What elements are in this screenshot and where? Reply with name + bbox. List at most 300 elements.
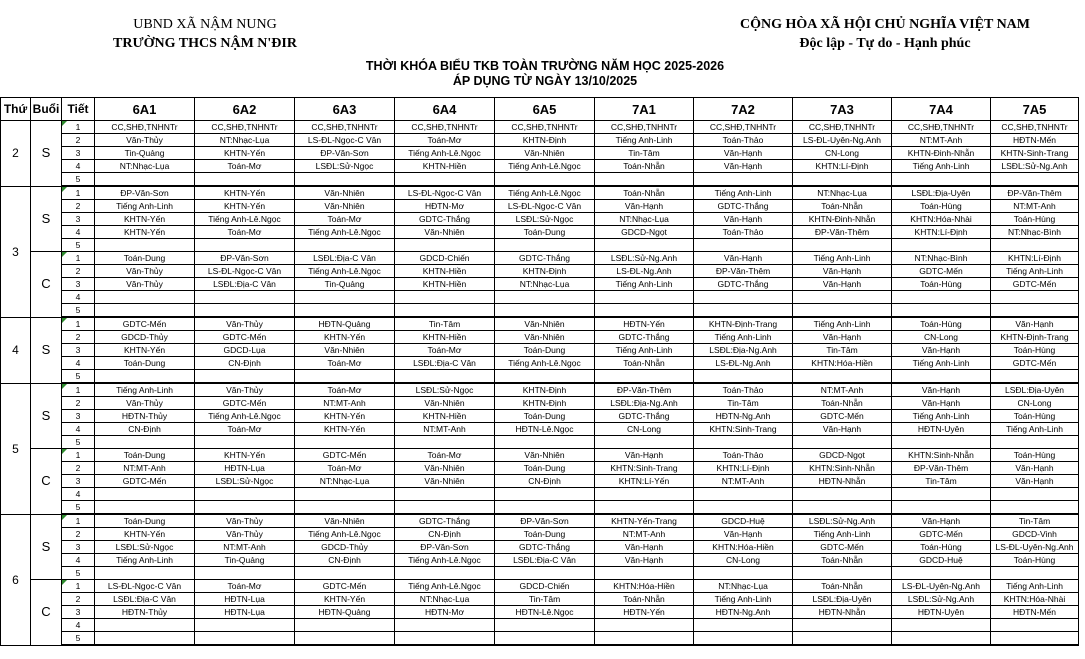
lesson-cell: LSĐL:Sử-Ngọc — [395, 383, 495, 397]
lesson-cell: KHTN:Sinh-Nhẫn — [793, 462, 892, 475]
lesson-cell — [892, 619, 991, 632]
lesson-cell: NT:Nhạc-Bình — [892, 252, 991, 265]
lesson-cell: Văn-Nhiên — [295, 186, 395, 200]
lesson-cell — [95, 173, 195, 187]
lesson-cell: NT:Nhạc-Lụa — [694, 580, 793, 593]
lesson-cell — [295, 436, 395, 449]
period-number-cell: 3 — [62, 213, 95, 226]
lesson-cell: Toán-Hùng — [991, 449, 1079, 462]
lesson-cell: Tiếng Anh-Linh — [991, 265, 1079, 278]
lesson-cell: KHTN-Yến — [295, 593, 395, 606]
lesson-cell: HĐTN-Nhẫn — [793, 606, 892, 619]
lesson-cell — [793, 619, 892, 632]
lesson-cell: LS-ĐL-Ng.Anh — [694, 357, 793, 370]
lesson-cell: Tiếng Anh-Lê.Ngọc — [495, 186, 595, 200]
lesson-cell: Tiếng Anh-Linh — [95, 383, 195, 397]
lesson-cell: Văn-Thủy — [195, 317, 295, 331]
lesson-cell: HĐTN-Uyên — [892, 423, 991, 436]
lesson-cell: Văn-Hạnh — [793, 278, 892, 291]
lesson-cell: KHTN:Sinh-Trang — [595, 462, 694, 475]
lesson-cell: HĐTN-Nhẫn — [793, 475, 892, 488]
lesson-cell: KHTN-Hiền — [395, 278, 495, 291]
lesson-cell: HĐTN-Lụa — [195, 593, 295, 606]
lesson-cell — [694, 239, 793, 252]
session-cell: C — [31, 449, 62, 515]
lesson-cell: NT:Nhạc-Lụa — [495, 278, 595, 291]
col-header-class: 6A1 — [95, 98, 195, 121]
lesson-cell — [395, 632, 495, 646]
lesson-cell: Tiếng Anh-Linh — [793, 252, 892, 265]
lesson-cell: KHTN-Đinh-Nhẫn — [892, 147, 991, 160]
lesson-cell: GDCD-Thủy — [95, 331, 195, 344]
lesson-cell — [892, 173, 991, 187]
lesson-cell: LSĐL:Địa-Ng.Anh — [694, 344, 793, 357]
lesson-cell: KHTN-Yến — [295, 410, 395, 423]
lesson-cell: KHTN-Hiền — [395, 160, 495, 173]
lesson-cell: Tin-Tâm — [595, 147, 694, 160]
lesson-cell: LSĐL:Sử-Ng.Anh — [793, 514, 892, 528]
lesson-cell: GDCD-Chiến — [395, 252, 495, 265]
lesson-cell: GDTC-Thắng — [495, 541, 595, 554]
lesson-cell — [395, 436, 495, 449]
school-authority: UBND XÃ NẬM NUNG — [133, 17, 277, 32]
lesson-cell: Toán-Nhẫn — [793, 397, 892, 410]
lesson-cell: Văn-Hạnh — [694, 147, 793, 160]
lesson-cell — [991, 239, 1079, 252]
lesson-cell: Văn-Nhiên — [495, 317, 595, 331]
lesson-cell — [892, 436, 991, 449]
period-number-cell: 2 — [62, 200, 95, 213]
lesson-cell: NT:MT-Anh — [295, 397, 395, 410]
lesson-cell: KHTN-Yến — [195, 186, 295, 200]
table-row — [1, 462, 1079, 475]
table-row — [1, 475, 1079, 488]
lesson-cell — [595, 619, 694, 632]
day-cell: 6 — [1, 514, 31, 645]
lesson-cell: Văn-Nhiên — [495, 331, 595, 344]
lesson-cell: LS-ĐL-Uyên-Ng.Anh — [892, 580, 991, 593]
lesson-cell — [95, 619, 195, 632]
lesson-cell: GDTC-Thắng — [495, 252, 595, 265]
lesson-cell: Toán-Dung — [95, 357, 195, 370]
lesson-cell — [195, 173, 295, 187]
lesson-cell: NT:Nhạc-Lụa — [295, 475, 395, 488]
lesson-cell: Tiếng Anh-Linh — [595, 344, 694, 357]
lesson-cell: NT:Nhạc-Lụa — [95, 160, 195, 173]
lesson-cell — [295, 370, 395, 384]
lesson-cell: Tiếng Anh-Linh — [694, 593, 793, 606]
lesson-cell — [694, 291, 793, 304]
lesson-cell: Văn-Hạnh — [991, 317, 1079, 331]
lesson-cell — [95, 239, 195, 252]
lesson-cell — [991, 304, 1079, 318]
lesson-cell: LSĐL:Sử-Ngọc — [195, 475, 295, 488]
lesson-cell: GDTC-Thắng — [694, 200, 793, 213]
period-number-cell: 3 — [62, 606, 95, 619]
lesson-cell — [195, 370, 295, 384]
lesson-cell: Toán-Nhẫn — [595, 186, 694, 200]
period-number-cell: 1 — [62, 449, 95, 462]
lesson-cell — [495, 632, 595, 646]
period-number-cell: 2 — [62, 134, 95, 147]
lesson-cell — [295, 488, 395, 501]
period-number-cell: 4 — [62, 226, 95, 239]
lesson-cell: GDCD-Huệ — [694, 514, 793, 528]
lesson-cell: Toán-Nhẫn — [793, 200, 892, 213]
lesson-cell: Tiếng Anh-Lê.Ngọc — [295, 226, 395, 239]
lesson-cell: Văn-Hạnh — [892, 383, 991, 397]
lesson-cell: KHTN:Lí-Định — [991, 252, 1079, 265]
period-number-cell: 3 — [62, 344, 95, 357]
lesson-cell — [892, 304, 991, 318]
lesson-cell: LSĐL:Sử-Ng.Anh — [892, 593, 991, 606]
lesson-cell: HĐTN-Lụa — [195, 606, 295, 619]
lesson-cell — [991, 488, 1079, 501]
lesson-cell: KHTN-Yến — [295, 331, 395, 344]
table-row — [1, 593, 1079, 606]
lesson-cell — [892, 501, 991, 515]
lesson-cell: Tiếng Anh-Linh — [991, 423, 1079, 436]
lesson-cell — [793, 488, 892, 501]
lesson-cell — [991, 501, 1079, 515]
lesson-cell: GDTC-Mến — [793, 410, 892, 423]
lesson-cell: NT:MT-Anh — [595, 528, 694, 541]
lesson-cell: LS-ĐL-Ngọc-C Vân — [195, 265, 295, 278]
table-row — [1, 357, 1079, 370]
period-number-cell: 5 — [62, 501, 95, 515]
timetable-body — [1, 121, 1079, 646]
lesson-cell: KHTN-Định — [495, 397, 595, 410]
lesson-cell: CC,SHĐ,TNHNTr — [495, 121, 595, 134]
lesson-cell: ĐP-Văn-Thêm — [694, 265, 793, 278]
lesson-cell: GDTC-Mến — [195, 331, 295, 344]
lesson-cell: LSĐL:Sử-Ngọc — [495, 213, 595, 226]
lesson-cell — [892, 239, 991, 252]
lesson-cell: Toán-Nhẫn — [793, 580, 892, 593]
lesson-cell: ĐP-Văn-Sơn — [195, 252, 295, 265]
lesson-cell: Toán-Hùng — [892, 541, 991, 554]
day-cell: 5 — [1, 383, 31, 514]
lesson-cell: KHTN:Hóa-Hiền — [595, 580, 694, 593]
lesson-cell — [495, 291, 595, 304]
lesson-cell: GDCD-Ngọt — [595, 226, 694, 239]
lesson-cell: Văn-Nhiên — [495, 147, 595, 160]
lesson-cell: Toán-Mơ — [195, 423, 295, 436]
day-cell: 3 — [1, 186, 31, 317]
lesson-cell — [595, 370, 694, 384]
lesson-cell: CN-Định — [295, 554, 395, 567]
lesson-cell — [95, 304, 195, 318]
lesson-cell — [395, 619, 495, 632]
lesson-cell: NT:MT-Anh — [892, 134, 991, 147]
lesson-cell — [892, 632, 991, 646]
lesson-cell: CN-Long — [694, 554, 793, 567]
lesson-cell: KHTN:Sinh-Nhẫn — [892, 449, 991, 462]
lesson-cell — [595, 488, 694, 501]
lesson-cell: Tiếng Anh-Lê.Ngọc — [195, 213, 295, 226]
lesson-cell — [694, 567, 793, 580]
session-cell: S — [31, 383, 62, 449]
lesson-cell: NT:MT-Anh — [95, 462, 195, 475]
lesson-cell: Toán-Mơ — [195, 160, 295, 173]
lesson-cell: HĐTN-Yến — [595, 317, 694, 331]
lesson-cell: GDCD-Ngọt — [793, 449, 892, 462]
lesson-cell — [95, 436, 195, 449]
lesson-cell — [595, 239, 694, 252]
lesson-cell: KHTN-Sinh-Trang — [991, 147, 1079, 160]
lesson-cell — [395, 370, 495, 384]
lesson-cell: Toán-Nhẫn — [793, 554, 892, 567]
lesson-cell — [892, 370, 991, 384]
lesson-cell: GDTC-Mến — [95, 475, 195, 488]
lesson-cell: HĐTN-Ng.Anh — [694, 410, 793, 423]
lesson-cell: Tin-Tâm — [793, 344, 892, 357]
period-number-cell: 4 — [62, 291, 95, 304]
lesson-cell: Toán-Mơ — [395, 449, 495, 462]
lesson-cell: Tiếng Anh-Lê.Ngọc — [495, 357, 595, 370]
lesson-cell: Văn-Nhiên — [395, 462, 495, 475]
lesson-cell: Văn-Hạnh — [595, 200, 694, 213]
lesson-cell: GDTC-Mến — [892, 528, 991, 541]
table-row — [1, 528, 1079, 541]
period-number-cell: 2 — [62, 593, 95, 606]
lesson-cell: Văn-Hạnh — [892, 514, 991, 528]
lesson-cell: HĐTN-Quảng — [295, 317, 395, 331]
table-row — [1, 278, 1079, 291]
lesson-cell: Toán-Thảo — [694, 134, 793, 147]
period-number-cell: 5 — [62, 239, 95, 252]
lesson-cell — [694, 436, 793, 449]
lesson-cell: Văn-Nhiên — [395, 475, 495, 488]
table-row — [1, 304, 1079, 318]
lesson-cell: Văn-Hạnh — [892, 397, 991, 410]
table-row — [1, 397, 1079, 410]
lesson-cell: Toán-Mơ — [195, 580, 295, 593]
lesson-cell: Văn-Nhiên — [295, 200, 395, 213]
lesson-cell: Tin-Tâm — [495, 593, 595, 606]
period-number-cell: 4 — [62, 357, 95, 370]
lesson-cell: CC,SHĐ,TNHNTr — [395, 121, 495, 134]
lesson-cell: CC,SHĐ,TNHNTr — [95, 121, 195, 134]
lesson-cell: LSĐL:Địa-C Vân — [195, 278, 295, 291]
period-number-cell: 3 — [62, 410, 95, 423]
lesson-cell: KHTN:Lí-Định — [793, 160, 892, 173]
lesson-cell: NT:MT-Anh — [694, 475, 793, 488]
lesson-cell: HĐTN-Thủy — [95, 410, 195, 423]
period-number-cell: 1 — [62, 383, 95, 397]
lesson-cell — [395, 501, 495, 515]
lesson-cell: Toán-Mơ — [395, 344, 495, 357]
lesson-cell — [195, 488, 295, 501]
lesson-cell: CC,SHĐ,TNHNTr — [694, 121, 793, 134]
lesson-cell: Toán-Thảo — [694, 226, 793, 239]
lesson-cell: GDCD-Huệ — [892, 554, 991, 567]
lesson-cell — [892, 291, 991, 304]
table-row — [1, 423, 1079, 436]
col-header-thu: Thứ — [1, 98, 31, 121]
period-number-cell: 1 — [62, 121, 95, 134]
lesson-cell: Toán-Hùng — [991, 554, 1079, 567]
table-row — [1, 200, 1079, 213]
period-number-cell: 5 — [62, 632, 95, 646]
lesson-cell: HĐTN-Quảng — [295, 606, 395, 619]
lesson-cell — [395, 567, 495, 580]
lesson-cell: Tin-Quảng — [95, 147, 195, 160]
lesson-cell: Văn-Thủy — [195, 514, 295, 528]
lesson-cell: LS-ĐL-Ngọc-C Vân — [495, 200, 595, 213]
lesson-cell: Văn-Hạnh — [793, 265, 892, 278]
lesson-cell: Toán-Mơ — [295, 383, 395, 397]
lesson-cell: KHTN-Yến — [95, 528, 195, 541]
table-row — [1, 436, 1079, 449]
lesson-cell: Văn-Thủy — [95, 265, 195, 278]
lesson-cell: KHTN-Định-Trang — [991, 331, 1079, 344]
period-number-cell: 2 — [62, 331, 95, 344]
period-number-cell: 3 — [62, 541, 95, 554]
lesson-cell: LS-ĐL-Ngọc-C Vân — [95, 580, 195, 593]
lesson-cell — [991, 567, 1079, 580]
col-header-class: 7A4 — [892, 98, 991, 121]
lesson-cell — [595, 304, 694, 318]
lesson-cell: Tiếng Anh-Lê.Ngọc — [395, 554, 495, 567]
table-row — [1, 370, 1079, 384]
table-row — [1, 488, 1079, 501]
period-number-cell: 2 — [62, 462, 95, 475]
lesson-cell: ĐP-Văn-Sơn — [495, 514, 595, 528]
lesson-cell: Văn-Thủy — [95, 278, 195, 291]
lesson-cell — [195, 567, 295, 580]
col-header-tiet: Tiết — [62, 98, 95, 121]
lesson-cell: NT:Nhạc-Lụa — [595, 213, 694, 226]
lesson-cell — [95, 567, 195, 580]
lesson-cell: LS-ĐL-Uyên-Ng.Anh — [991, 541, 1079, 554]
lesson-cell — [295, 567, 395, 580]
session-cell: S — [31, 186, 62, 252]
lesson-cell: GDTC-Mến — [892, 265, 991, 278]
lesson-cell: Tiếng Anh-Lê.Ngọc — [295, 265, 395, 278]
lesson-cell: ĐP-Văn-Sơn — [395, 541, 495, 554]
lesson-cell — [892, 488, 991, 501]
table-row — [1, 606, 1079, 619]
table-row — [1, 344, 1079, 357]
lesson-cell: Văn-Hạnh — [694, 528, 793, 541]
lesson-cell — [495, 304, 595, 318]
lesson-cell: Toán-Dung — [95, 252, 195, 265]
lesson-cell — [595, 501, 694, 515]
lesson-cell: KHTN-Yến — [295, 423, 395, 436]
lesson-cell — [295, 173, 395, 187]
lesson-cell: HĐTN-Ng.Anh — [694, 606, 793, 619]
day-cell: 4 — [1, 317, 31, 383]
lesson-cell: CC,SHĐ,TNHNTr — [595, 121, 694, 134]
lesson-cell: Văn-Thủy — [195, 528, 295, 541]
lesson-cell — [495, 501, 595, 515]
lesson-cell: Tiếng Anh-Linh — [694, 331, 793, 344]
lesson-cell: GDTC-Mến — [95, 317, 195, 331]
lesson-cell: CN-Định — [495, 475, 595, 488]
lesson-cell: Toán-Dung — [495, 528, 595, 541]
lesson-cell — [195, 619, 295, 632]
lesson-cell: KHTN-Yến — [95, 226, 195, 239]
lesson-cell: KHTN-Đinh-Nhẫn — [793, 213, 892, 226]
lesson-cell: Toán-Hùng — [892, 200, 991, 213]
table-row — [1, 226, 1079, 239]
lesson-cell — [793, 291, 892, 304]
lesson-cell: LS-ĐL-Ngọc-C Vân — [395, 186, 495, 200]
period-number-cell: 1 — [62, 252, 95, 265]
lesson-cell: LSĐL:Địa-C Vân — [495, 554, 595, 567]
lesson-cell: GDTC-Thắng — [595, 410, 694, 423]
lesson-cell: Toán-Dung — [495, 344, 595, 357]
lesson-cell: NT:Nhạc-Lụa — [793, 186, 892, 200]
lesson-cell: Toán-Mơ — [195, 226, 295, 239]
table-row — [1, 632, 1079, 646]
lesson-cell: Toán-Dung — [495, 410, 595, 423]
lesson-cell: LSĐL:Sử-Ng.Anh — [991, 160, 1079, 173]
lesson-cell: Toán-Nhẫn — [595, 593, 694, 606]
timetable — [0, 97, 1079, 646]
lesson-cell: KHTN-Yến — [95, 213, 195, 226]
lesson-cell: Toán-Nhẫn — [595, 357, 694, 370]
lesson-cell — [395, 304, 495, 318]
table-row — [1, 213, 1079, 226]
table-row — [1, 239, 1079, 252]
lesson-cell: LSĐL:Địa-Ng.Anh — [595, 397, 694, 410]
lesson-cell: KHTN-Định — [495, 383, 595, 397]
lesson-cell: Văn-Hạnh — [694, 213, 793, 226]
lesson-cell: KHTN:Hóa-Hiền — [694, 541, 793, 554]
lesson-cell: KHTN:Lí-Định — [694, 462, 793, 475]
lesson-cell: LSĐL:Địa-C Vân — [395, 357, 495, 370]
lesson-cell — [793, 632, 892, 646]
lesson-cell: KHTN-Yến — [95, 344, 195, 357]
lesson-cell — [991, 436, 1079, 449]
table-row — [1, 134, 1079, 147]
lesson-cell — [195, 239, 295, 252]
lesson-cell: Văn-Hạnh — [991, 462, 1079, 475]
lesson-cell: HĐTN-Yến — [595, 606, 694, 619]
lesson-cell: Toán-Nhẫn — [595, 160, 694, 173]
period-number-cell: 1 — [62, 317, 95, 331]
lesson-cell: Văn-Nhiên — [295, 344, 395, 357]
table-row — [1, 317, 1079, 331]
lesson-cell: KHTN-Yến — [195, 449, 295, 462]
col-header-buoi: Buổi — [31, 98, 62, 121]
lesson-cell — [395, 488, 495, 501]
period-number-cell: 1 — [62, 580, 95, 593]
lesson-cell: LS-ĐL-Ng.Anh — [595, 265, 694, 278]
lesson-cell: ĐP-Văn-Sơn — [95, 186, 195, 200]
lesson-cell — [595, 436, 694, 449]
table-row — [1, 173, 1079, 187]
lesson-cell: Tin-Tâm — [892, 475, 991, 488]
period-number-cell: 5 — [62, 567, 95, 580]
lesson-cell: GDCD-Chiến — [495, 580, 595, 593]
lesson-cell: GDTC-Thắng — [395, 213, 495, 226]
lesson-cell: NT:MT-Anh — [793, 383, 892, 397]
table-row — [1, 252, 1079, 265]
period-number-cell: 2 — [62, 265, 95, 278]
lesson-cell — [495, 239, 595, 252]
period-number-cell: 3 — [62, 278, 95, 291]
lesson-cell — [395, 291, 495, 304]
lesson-cell — [495, 173, 595, 187]
lesson-cell: GDTC-Mến — [793, 541, 892, 554]
lesson-cell — [495, 488, 595, 501]
col-header-class: 6A3 — [295, 98, 395, 121]
lesson-cell: Văn-Hạnh — [892, 344, 991, 357]
lesson-cell: LS-ĐL-Uyên-Ng.Anh — [793, 134, 892, 147]
